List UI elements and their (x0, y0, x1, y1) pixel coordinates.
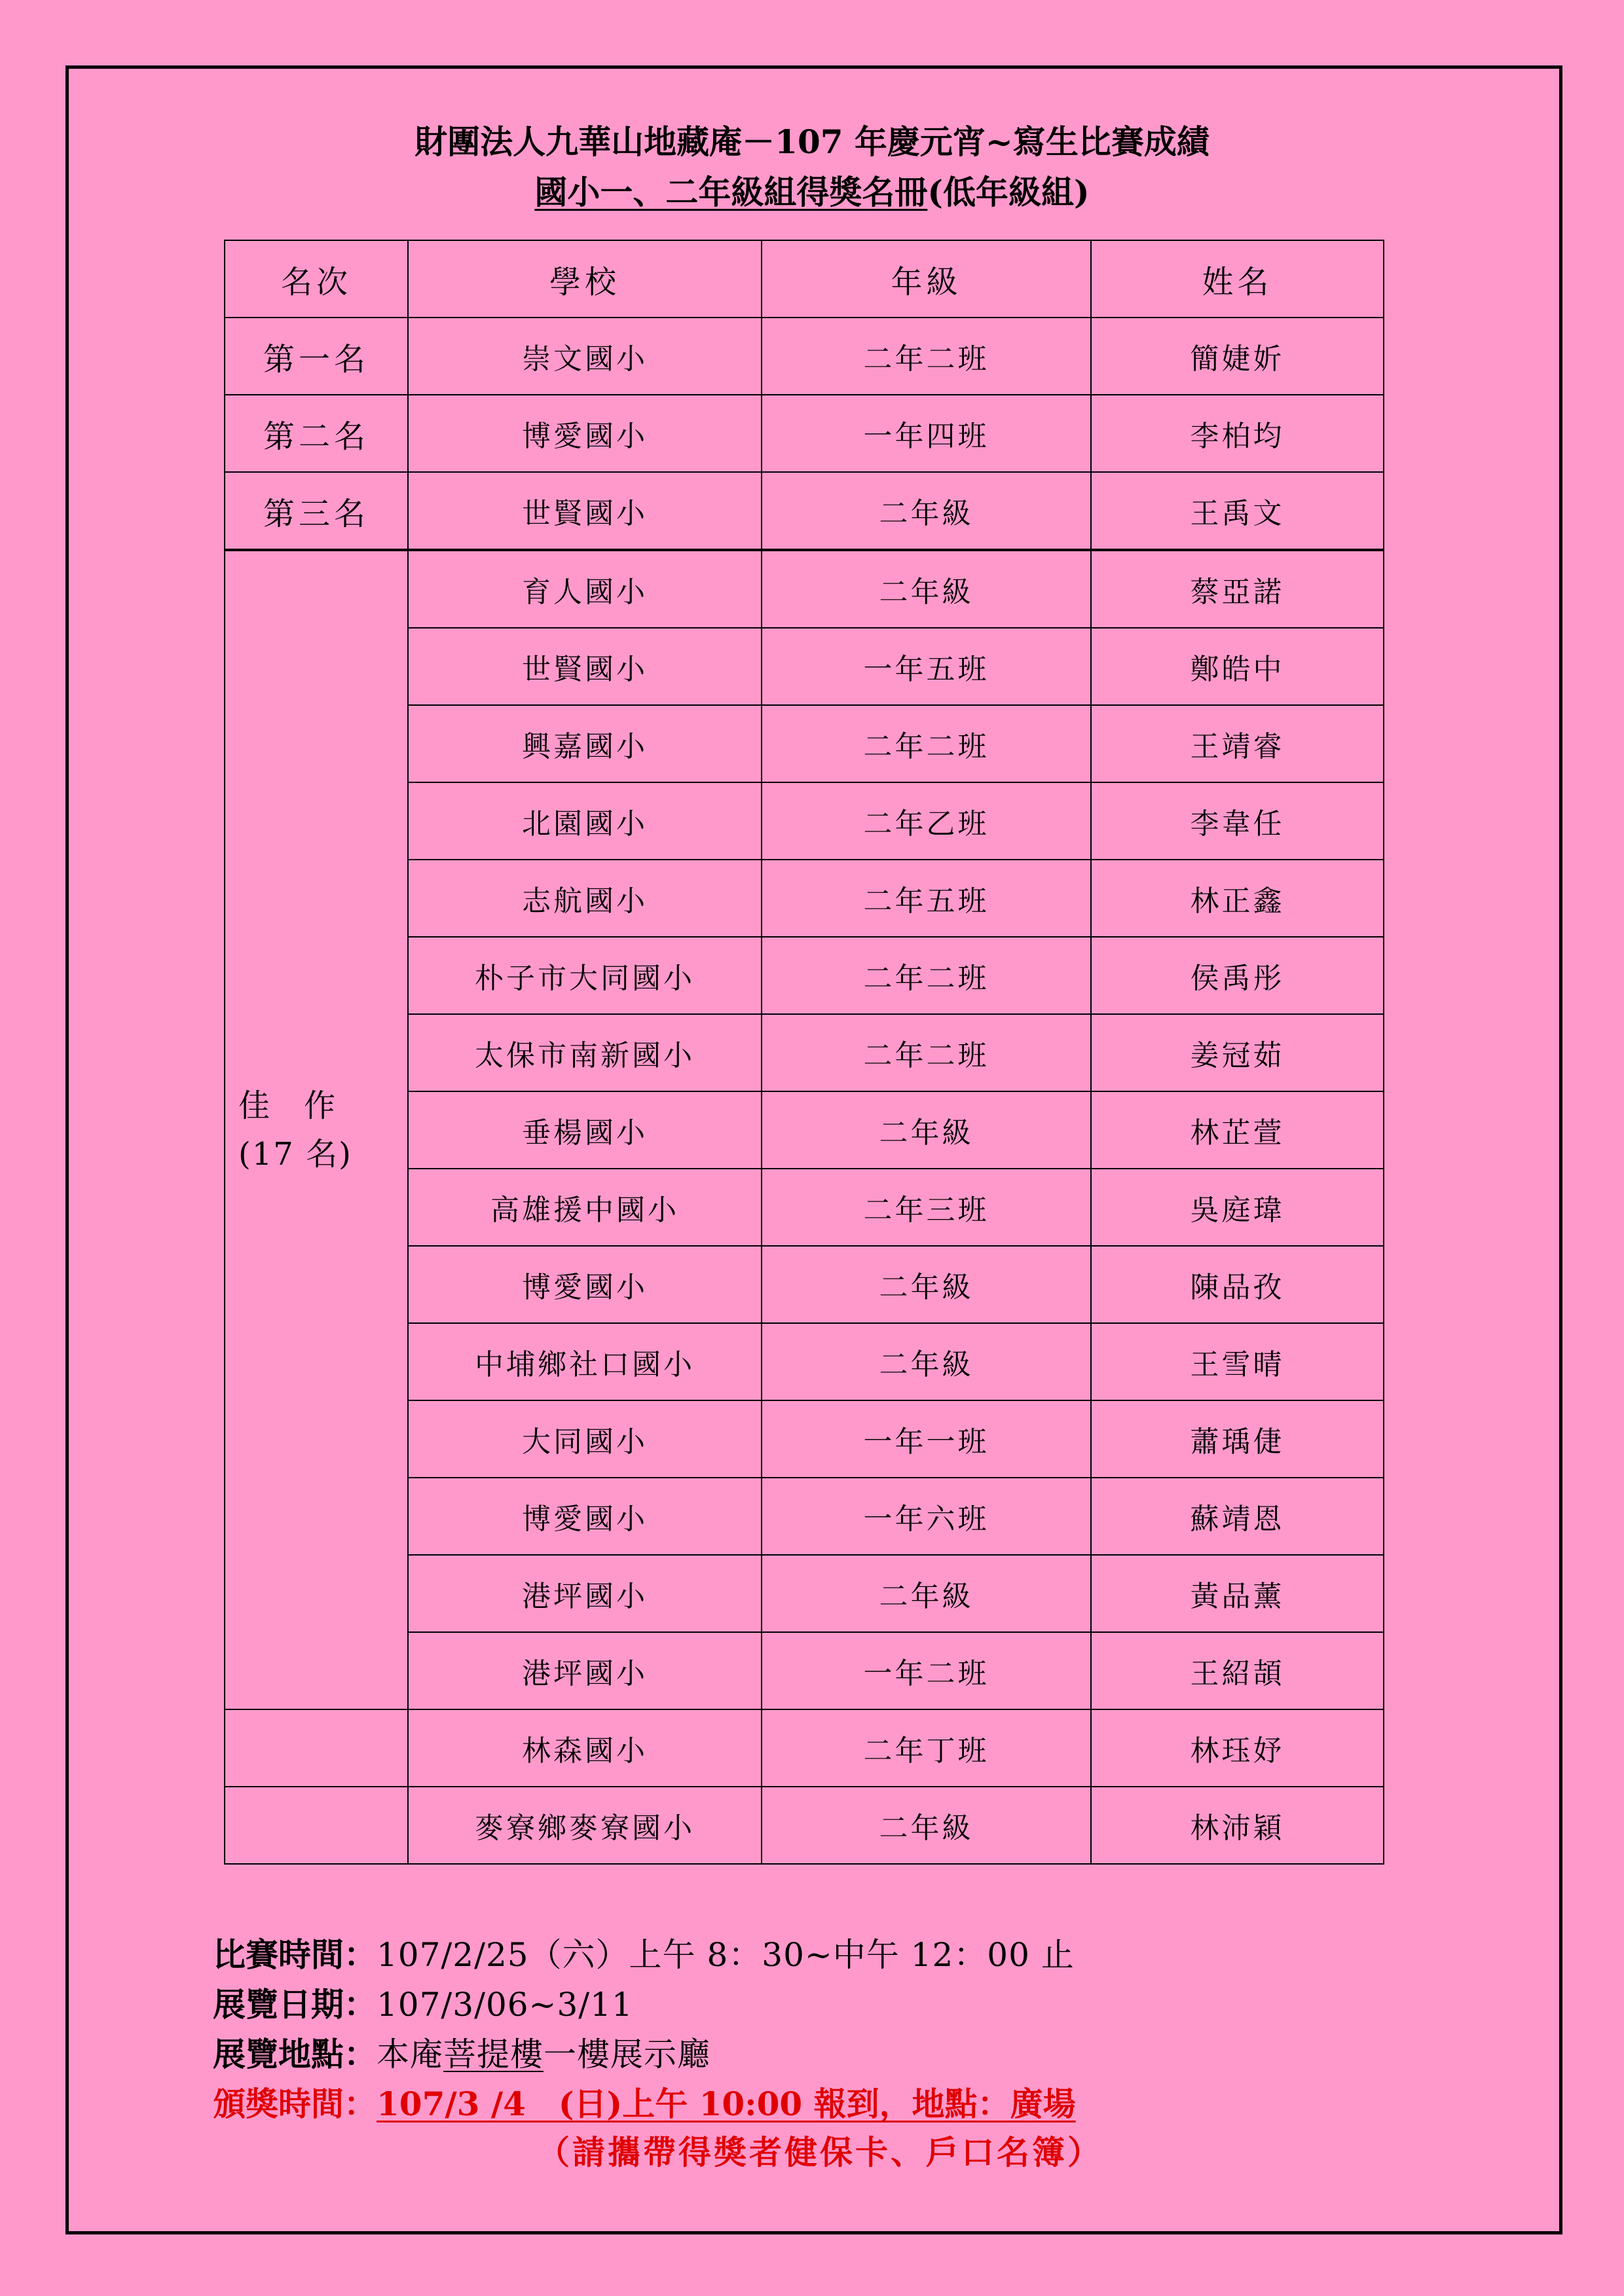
name-cell: 吳庭瑋 (1091, 1169, 1384, 1246)
grade-cell: 二年級 (762, 550, 1091, 628)
rank-cell: 第一名 (225, 318, 408, 395)
name-cell: 王紹頡 (1091, 1632, 1384, 1709)
school-cell: 林森國小 (408, 1709, 762, 1787)
rank-cell-empty (225, 1709, 408, 1787)
exhibit-date-row (213, 1980, 1076, 2030)
results-body (225, 318, 1384, 1864)
grade-cell: 二年級 (762, 1787, 1091, 1864)
award-time-label: 頒獎時間： (213, 2085, 377, 2123)
name-cell: 蕭瑀倢 (1091, 1400, 1384, 1478)
header-school: 學校 (408, 240, 762, 318)
table-row (225, 1709, 1384, 1787)
school-cell: 博愛國小 (408, 395, 762, 472)
award-time-row (213, 2079, 1076, 2129)
grade-cell: 一年一班 (762, 1400, 1091, 1478)
name-cell: 王靖睿 (1091, 705, 1384, 782)
page-title: 財團法人九華山地藏庵－107 年慶元宵~寫生比賽成績 (415, 122, 1209, 161)
name-cell: 林沛穎 (1091, 1787, 1384, 1864)
school-cell: 育人國小 (408, 550, 762, 628)
exhibit-place-building: 菩提樓 (443, 2035, 544, 2073)
school-cell: 中埔鄉社口國小 (408, 1323, 762, 1400)
exhibit-place-pre: 本庵 (377, 2035, 443, 2073)
exhibit-place-row (213, 2030, 1076, 2079)
header-rank: 名次 (225, 240, 408, 318)
name-cell: 林芷萱 (1091, 1091, 1384, 1169)
table-row (225, 550, 1384, 628)
award-time-value: 107/3 /4 (日)上午 10:00 報到，地點：廣場 (377, 2085, 1076, 2123)
school-cell: 崇文國小 (408, 318, 762, 395)
name-cell: 簡婕妡 (1091, 318, 1384, 395)
grade-cell: 二年丁班 (762, 1709, 1091, 1787)
exhibit-place-post: 一樓展示廳 (544, 2035, 710, 2073)
grade-cell: 一年五班 (762, 628, 1091, 705)
school-cell: 北園國小 (408, 782, 762, 860)
exhibit-place-label: 展覽地點： (213, 2035, 377, 2073)
grade-cell: 一年四班 (762, 395, 1091, 472)
grade-cell: 二年二班 (762, 937, 1091, 1014)
contest-time-row (213, 1930, 1076, 1980)
rank-cell: 第三名 (225, 472, 408, 550)
school-cell: 世賢國小 (408, 472, 762, 550)
merit-label-cell (225, 550, 408, 1709)
header-row (225, 240, 1384, 318)
header-grade: 年級 (762, 240, 1091, 318)
school-cell: 志航國小 (408, 860, 762, 937)
award-note: （請攜帶得獎者健保卡、戶口名簿） (537, 2133, 1103, 2172)
contest-time-value: 107/2/25（六）上午 8：30~中午 12：00 止 (377, 1936, 1075, 1974)
school-cell: 朴子市大同國小 (408, 937, 762, 1014)
school-cell: 港坪國小 (408, 1632, 762, 1709)
name-cell: 王禹文 (1091, 472, 1384, 550)
exhibit-date-value: 107/3/06~3/11 (377, 1986, 633, 2024)
name-cell: 林珏妤 (1091, 1709, 1384, 1787)
contest-time-label: 比賽時間： (213, 1935, 377, 1974)
school-cell: 港坪國小 (408, 1555, 762, 1632)
grade-cell: 二年乙班 (762, 782, 1091, 860)
rank-cell-empty (225, 1787, 408, 1864)
grade-cell: 二年二班 (762, 1014, 1091, 1091)
school-cell: 興嘉國小 (408, 705, 762, 782)
grade-cell: 二年三班 (762, 1169, 1091, 1246)
grade-cell: 二年級 (762, 1323, 1091, 1400)
grade-cell: 一年六班 (762, 1478, 1091, 1555)
header-name: 姓名 (1091, 240, 1384, 318)
name-cell: 蔡亞諾 (1091, 550, 1384, 628)
table-row (225, 1787, 1384, 1864)
subtitle-rest: (低年級組) (927, 173, 1090, 211)
name-cell: 林正鑫 (1091, 860, 1384, 937)
subtitle-underlined: 國小一、二年級組得獎名冊 (534, 173, 928, 211)
name-cell: 侯禹彤 (1091, 937, 1384, 1014)
name-cell: 李柏均 (1091, 395, 1384, 472)
grade-cell: 二年級 (762, 1555, 1091, 1632)
table-row (225, 395, 1384, 472)
event-info (213, 1930, 1076, 2129)
merit-label: 佳 作 (238, 1087, 337, 1124)
grade-cell: 二年二班 (762, 318, 1091, 395)
table-row (225, 318, 1384, 395)
school-cell: 麥寮鄉麥寮國小 (408, 1787, 762, 1864)
results-table (224, 240, 1384, 1865)
exhibit-date-label: 展覽日期： (213, 1985, 377, 2024)
school-cell: 博愛國小 (408, 1246, 762, 1323)
name-cell: 蘇靖恩 (1091, 1478, 1384, 1555)
name-cell: 姜冠茹 (1091, 1014, 1384, 1091)
grade-cell: 二年二班 (762, 705, 1091, 782)
school-cell: 世賢國小 (408, 628, 762, 705)
merit-count: (17 名) (238, 1136, 352, 1173)
grade-cell: 二年五班 (762, 860, 1091, 937)
grade-cell: 二年級 (762, 1091, 1091, 1169)
name-cell: 李韋任 (1091, 782, 1384, 860)
page-subtitle (0, 173, 1624, 212)
name-cell: 王雪晴 (1091, 1323, 1384, 1400)
school-cell: 博愛國小 (408, 1478, 762, 1555)
grade-cell: 一年二班 (762, 1632, 1091, 1709)
school-cell: 太保市南新國小 (408, 1014, 762, 1091)
school-cell: 垂楊國小 (408, 1091, 762, 1169)
rank-cell: 第二名 (225, 395, 408, 472)
name-cell: 鄭皓中 (1091, 628, 1384, 705)
grade-cell: 二年級 (762, 472, 1091, 550)
school-cell: 大同國小 (408, 1400, 762, 1478)
table-row (225, 472, 1384, 550)
school-cell: 高雄援中國小 (408, 1169, 762, 1246)
name-cell: 陳品孜 (1091, 1246, 1384, 1323)
name-cell: 黃品薰 (1091, 1555, 1384, 1632)
grade-cell: 二年級 (762, 1246, 1091, 1323)
